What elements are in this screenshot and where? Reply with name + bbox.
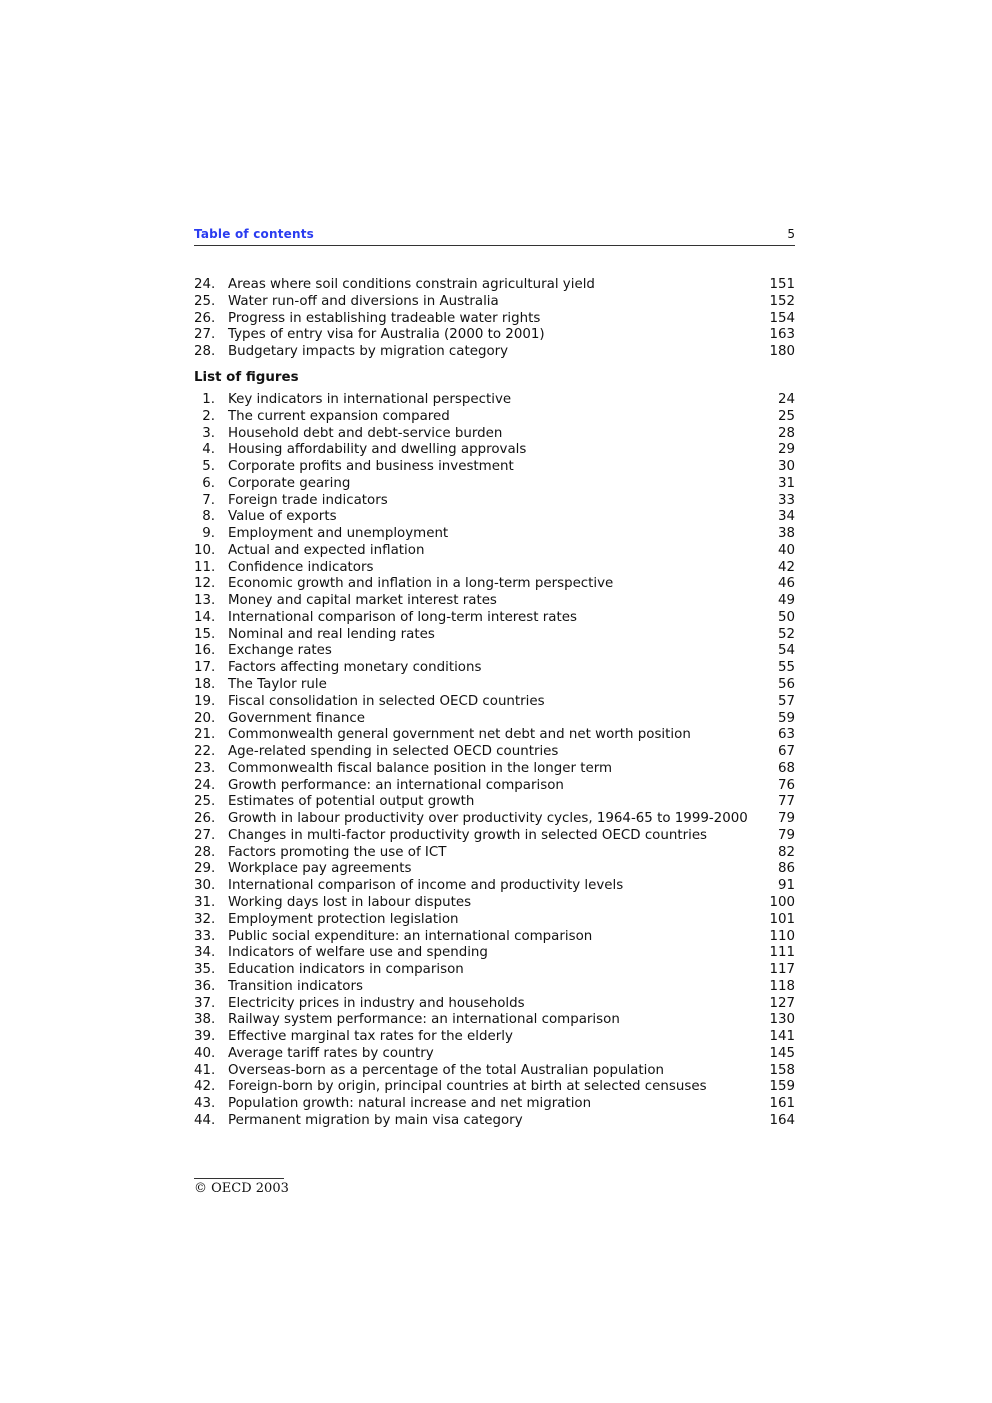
entry-page: 29 [777, 442, 795, 458]
toc-entry[interactable] [194, 392, 795, 409]
entry-title: International comparison of long-term interest rates [228, 609, 577, 625]
entry-number: 35. [194, 962, 216, 978]
entry-number: 19. [194, 693, 216, 709]
entry-page: 130 [769, 1012, 795, 1028]
entry-page: 55 [777, 660, 795, 676]
entry-page: 33 [777, 492, 795, 508]
entry-page: 145 [769, 1045, 795, 1061]
entry-title: Public social expenditure: an international comparison [228, 928, 593, 944]
entry-page: 56 [777, 677, 795, 693]
toc-entry[interactable] [194, 828, 795, 845]
toc-entry[interactable] [194, 442, 795, 459]
toc-entry[interactable] [194, 694, 795, 711]
entry-title: Progress in establishing tradeable water rights [228, 310, 541, 326]
toc-entry[interactable] [194, 945, 795, 962]
entry-title: Types of entry visa for Australia (2000 to 2001) [228, 327, 545, 343]
entry-number: 4. [202, 442, 215, 458]
entry-number: 17. [194, 660, 216, 676]
entry-page: 161 [769, 1096, 795, 1112]
entry-number: 13. [194, 593, 216, 609]
entry-page: 117 [769, 962, 795, 978]
entry-number: 28. [194, 344, 216, 360]
entry-title: Estimates of potential output growth [228, 794, 475, 810]
toc-entry[interactable] [194, 1012, 795, 1029]
page-number: 5 [787, 227, 795, 241]
toc-entry[interactable] [194, 660, 795, 677]
toc-entry[interactable] [194, 610, 795, 627]
entry-page: 127 [769, 995, 795, 1011]
entry-page: 50 [777, 609, 795, 625]
entry-number: 28. [194, 844, 216, 860]
entry-page: 91 [777, 878, 795, 894]
entry-number: 31. [194, 894, 216, 910]
entry-title: Value of exports [228, 509, 337, 525]
entry-number: 42. [194, 1079, 216, 1095]
entry-title: Changes in multi-factor productivity growth in selected OECD countries [228, 827, 708, 843]
entry-page: 164 [769, 1112, 795, 1128]
entry-number: 25. [194, 794, 216, 810]
entry-number: 27. [194, 827, 216, 843]
entry-page: 158 [769, 1062, 795, 1078]
entry-title: The current expansion compared [228, 408, 450, 424]
entry-number: 26. [194, 811, 216, 827]
running-header [194, 226, 795, 246]
toc-entry[interactable] [194, 727, 795, 744]
entry-page: 34 [777, 509, 795, 525]
entry-page: 54 [777, 643, 795, 659]
header-title-link[interactable]: Table of contents [194, 227, 314, 241]
entry-title: Commonwealth fiscal balance position in the longer term [228, 760, 613, 776]
toc-entry[interactable] [194, 643, 795, 660]
entry-title: Corporate profits and business investment [228, 459, 514, 475]
entry-title: International comparison of income and productivity levels [228, 878, 624, 894]
entry-number: 24. [194, 777, 216, 793]
entry-page: 76 [777, 777, 795, 793]
entry-page: 163 [769, 327, 795, 343]
entry-number: 15. [194, 626, 216, 642]
toc-entry[interactable] [194, 929, 795, 946]
entry-number: 12. [194, 576, 216, 592]
entry-number: 40. [194, 1045, 216, 1061]
entry-page: 151 [769, 277, 795, 292]
entry-number: 16. [194, 643, 216, 659]
toc-entry[interactable] [194, 1113, 795, 1130]
entry-number: 1. [202, 392, 215, 407]
toc-entry[interactable] [194, 861, 795, 878]
entry-page: 86 [777, 861, 795, 877]
toc-entry[interactable] [194, 979, 795, 996]
entry-number: 2. [202, 408, 215, 424]
entry-number: 30. [194, 878, 216, 894]
entry-title: Economic growth and inflation in a long-term perspective [228, 576, 614, 592]
entry-number: 18. [194, 677, 216, 693]
entry-title: Corporate gearing [228, 475, 351, 491]
entry-number: 20. [194, 710, 216, 726]
entry-number: 26. [194, 310, 216, 326]
toc-entry[interactable] [194, 311, 795, 328]
entry-number: 8. [202, 509, 215, 525]
entry-title: Areas where soil conditions constrain agricultural yield [228, 277, 595, 292]
entry-number: 6. [202, 475, 215, 491]
entry-number: 3. [202, 425, 215, 441]
entry-page: 49 [777, 593, 795, 609]
list-of-figures [194, 392, 795, 1130]
entry-title: Overseas-born as a percentage of the total Australian population [228, 1062, 665, 1078]
entry-title: Key indicators in international perspective [228, 392, 512, 407]
entry-title: Housing affordability and dwelling approvals [228, 442, 527, 458]
toc-entry[interactable] [194, 962, 795, 979]
toc-entry[interactable] [194, 476, 795, 493]
entry-page: 111 [769, 945, 795, 961]
entry-page: 25 [777, 408, 795, 424]
entry-page: 154 [769, 310, 795, 326]
toc-entry[interactable] [194, 912, 795, 929]
entry-page: 30 [777, 459, 795, 475]
toc-entry[interactable] [194, 426, 795, 443]
entry-page: 67 [777, 744, 795, 760]
toc-entry[interactable] [194, 778, 795, 795]
entry-title: Foreign-born by origin, principal countries at birth at selected censuses [228, 1079, 707, 1095]
entry-page: 159 [769, 1079, 795, 1095]
entry-title: Confidence indicators [228, 559, 374, 575]
entry-title: Population growth: natural increase and net migration [228, 1096, 592, 1112]
toc-entry[interactable] [194, 794, 795, 811]
entry-number: 5. [202, 459, 215, 475]
footer-rule [194, 1178, 284, 1179]
toc-entry[interactable] [194, 996, 795, 1013]
entry-title: Factors promoting the use of ICT [228, 844, 447, 860]
toc-entry[interactable] [194, 895, 795, 912]
toc-entry[interactable] [194, 543, 795, 560]
entry-page: 110 [769, 928, 795, 944]
entry-title: Employment protection legislation [228, 911, 459, 927]
entry-page: 79 [777, 827, 795, 843]
entry-title: Money and capital market interest rates [228, 593, 497, 609]
entry-title: Employment and unemployment [228, 526, 449, 542]
toc-entry[interactable] [194, 1079, 795, 1096]
entry-page: 118 [769, 978, 795, 994]
entry-title: Electricity prices in industry and households [228, 995, 525, 1011]
list-of-tables-continued [194, 277, 795, 361]
toc-entry[interactable] [194, 744, 795, 761]
entry-number: 43. [194, 1096, 216, 1112]
toc-entry[interactable] [194, 1046, 795, 1063]
entry-title: Government finance [228, 710, 365, 726]
entry-number: 32. [194, 911, 216, 927]
entry-title: Indicators of welfare use and spending [228, 945, 488, 961]
entry-page: 28 [777, 425, 795, 441]
entry-title: Education indicators in comparison [228, 962, 464, 978]
entry-page: 82 [777, 844, 795, 860]
entry-title: Growth performance: an international comparison [228, 777, 564, 793]
toc-entry[interactable] [194, 560, 795, 577]
entry-page: 101 [769, 911, 795, 927]
entry-number: 27. [194, 327, 216, 343]
entry-title: Factors affecting monetary conditions [228, 660, 482, 676]
entry-number: 37. [194, 995, 216, 1011]
list-of-figures-heading: List of figures [194, 370, 299, 385]
toc-entry[interactable] [194, 811, 795, 828]
entry-page: 57 [777, 693, 795, 709]
entry-number: 29. [194, 861, 216, 877]
entry-page: 152 [769, 293, 795, 309]
entry-number: 34. [194, 945, 216, 961]
entry-title: Working days lost in labour disputes [228, 894, 472, 910]
entry-title: Exchange rates [228, 643, 332, 659]
toc-entry[interactable] [194, 1029, 795, 1046]
toc-entry[interactable] [194, 677, 795, 694]
entry-title: Age-related spending in selected OECD countries [228, 744, 559, 760]
toc-entry[interactable] [194, 845, 795, 862]
entry-page: 79 [777, 811, 795, 827]
entry-number: 11. [194, 559, 216, 575]
entry-title: Water run-off and diversions in Australia [228, 293, 499, 309]
entry-title: The Taylor rule [228, 677, 327, 693]
toc-entry[interactable] [194, 711, 795, 728]
toc-entry[interactable] [194, 277, 795, 294]
toc-entry[interactable] [194, 493, 795, 510]
entry-page: 38 [777, 526, 795, 542]
entry-number: 44. [194, 1112, 216, 1128]
toc-entry[interactable] [194, 526, 795, 543]
entry-page: 68 [777, 760, 795, 776]
entry-number: 14. [194, 609, 216, 625]
toc-entry[interactable] [194, 1096, 795, 1113]
toc-entry[interactable] [194, 627, 795, 644]
entry-page: 59 [777, 710, 795, 726]
entry-page: 52 [777, 626, 795, 642]
copyright-footer: © OECD 2003 [194, 1181, 289, 1196]
toc-entry[interactable] [194, 593, 795, 610]
entry-page: 46 [777, 576, 795, 592]
toc-entry[interactable] [194, 509, 795, 526]
entry-page: 180 [769, 344, 795, 360]
entry-number: 38. [194, 1012, 216, 1028]
entry-title: Foreign trade indicators [228, 492, 388, 508]
entry-title: Household debt and debt-service burden [228, 425, 503, 441]
entry-page: 77 [777, 794, 795, 810]
entry-number: 39. [194, 1029, 216, 1045]
entry-page: 31 [777, 475, 795, 491]
toc-entry[interactable] [194, 576, 795, 593]
entry-title: Transition indicators [228, 978, 363, 994]
entry-page: 100 [769, 894, 795, 910]
toc-entry[interactable] [194, 327, 795, 344]
entry-title: Commonwealth general government net debt and net worth position [228, 727, 691, 743]
entry-number: 41. [194, 1062, 216, 1078]
entry-number: 10. [194, 542, 216, 558]
entry-number: 21. [194, 727, 216, 743]
entry-page: 40 [777, 542, 795, 558]
entry-title: Nominal and real lending rates [228, 626, 435, 642]
entry-number: 7. [202, 492, 215, 508]
entry-title: Workplace pay agreements [228, 861, 412, 877]
toc-entry[interactable] [194, 878, 795, 895]
entry-title: Growth in labour productivity over productivity cycles, 1964-65 to 1999-2000 [228, 811, 748, 827]
entry-number: 36. [194, 978, 216, 994]
entry-page: 141 [769, 1029, 795, 1045]
entry-title: Effective marginal tax rates for the elderly [228, 1029, 513, 1045]
toc-entry[interactable] [194, 344, 795, 361]
toc-entry[interactable] [194, 1063, 795, 1080]
toc-entry[interactable] [194, 294, 795, 311]
entry-number: 33. [194, 928, 216, 944]
entry-page: 42 [777, 559, 795, 575]
entry-title: Railway system performance: an international comparison [228, 1012, 620, 1028]
entry-title: Permanent migration by main visa category [228, 1112, 523, 1128]
entry-number: 25. [194, 293, 216, 309]
entry-title: Budgetary impacts by migration category [228, 344, 509, 360]
entry-page: 63 [777, 727, 795, 743]
entry-number: 23. [194, 760, 216, 776]
toc-entry[interactable] [194, 459, 795, 476]
entry-title: Actual and expected inflation [228, 542, 425, 558]
entry-page: 24 [777, 392, 795, 407]
entry-number: 24. [194, 277, 216, 292]
toc-entry[interactable] [194, 761, 795, 778]
entry-title: Average tariff rates by country [228, 1045, 434, 1061]
entry-title: Fiscal consolidation in selected OECD countries [228, 693, 545, 709]
entry-number: 9. [202, 526, 215, 542]
entry-number: 22. [194, 744, 216, 760]
toc-entry[interactable] [194, 409, 795, 426]
